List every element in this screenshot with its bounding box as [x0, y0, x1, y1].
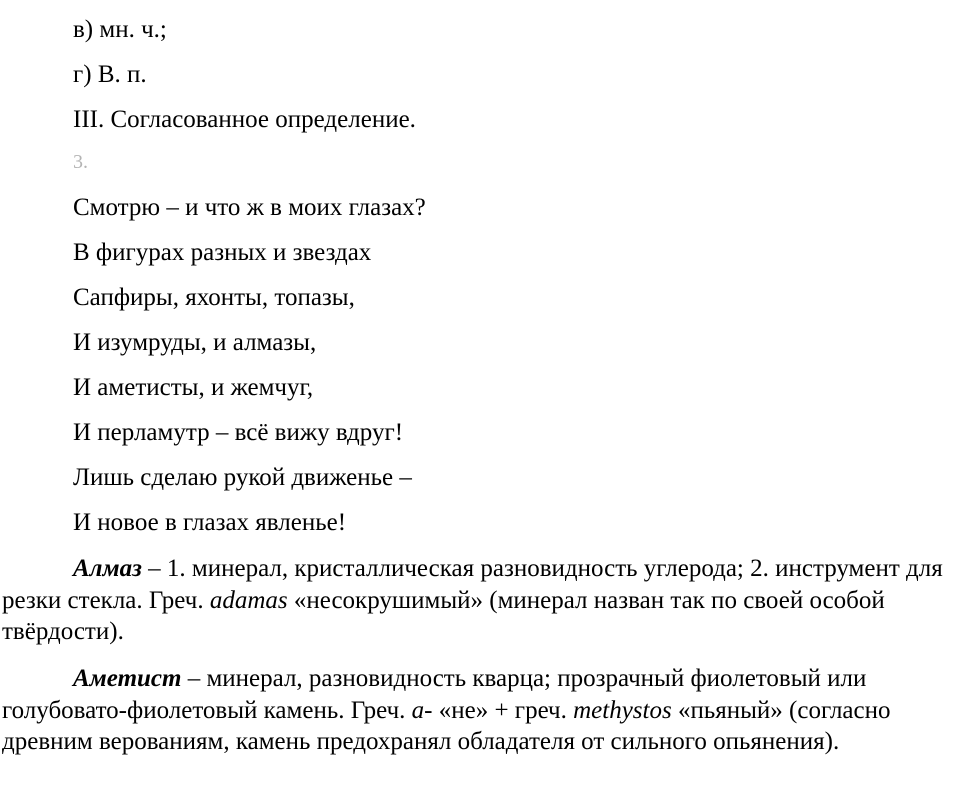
- etymology-word: a-: [411, 696, 433, 724]
- poem-line-7: Лишь сделаю рукой движенье –: [73, 464, 412, 491]
- poem-line-1: Смотрю – и что ж в моих глазах?: [73, 194, 426, 221]
- definition-text: «несокрушимый» (минерал назван так по своей особой твёрдости).: [2, 586, 885, 645]
- poem-line-5: И аметисты, и жемчуг,: [73, 374, 314, 401]
- definition-text: «не» + греч.: [432, 696, 574, 724]
- definition-text: – минерал, разновидность кварца; прозрачный фиолетовый или голубовато-фиолетовый камень. Греч.: [2, 665, 867, 724]
- definition-term: Алмаз: [73, 555, 142, 582]
- poem-line-3: Сапфиры, яхонты, топазы,: [73, 284, 355, 311]
- task-number: 3.: [73, 151, 88, 173]
- etymology-word: methystos: [573, 696, 672, 724]
- poem-line-2: В фигурах разных и звездах: [73, 239, 372, 266]
- poem-line-8: И новое в глазах явленье!: [73, 509, 347, 536]
- definition-almaz: [2, 553, 950, 648]
- answer-line-iii: III. Согласованное определение.: [73, 106, 416, 133]
- poem-line-4: И изумруды, и алмазы,: [73, 329, 317, 356]
- definition-text: «пьяный» (согласно древним верованиям, камень предохранял обладателя от сильного опьянения).: [2, 696, 891, 755]
- poem-line-6: И перламутр – всё вижу вдруг!: [73, 419, 404, 446]
- answer-line-g: г) В. п.: [73, 61, 147, 88]
- etymology-word: adamas: [209, 586, 288, 614]
- definition-text: – 1. минерал, кристаллическая разновидность углерода; 2. инструмент для резки стекла. Греч.: [2, 555, 943, 614]
- definition-ametist: [2, 663, 950, 758]
- definition-term: Аметист: [73, 665, 182, 692]
- answer-line-v: в) мн. ч.;: [73, 16, 167, 43]
